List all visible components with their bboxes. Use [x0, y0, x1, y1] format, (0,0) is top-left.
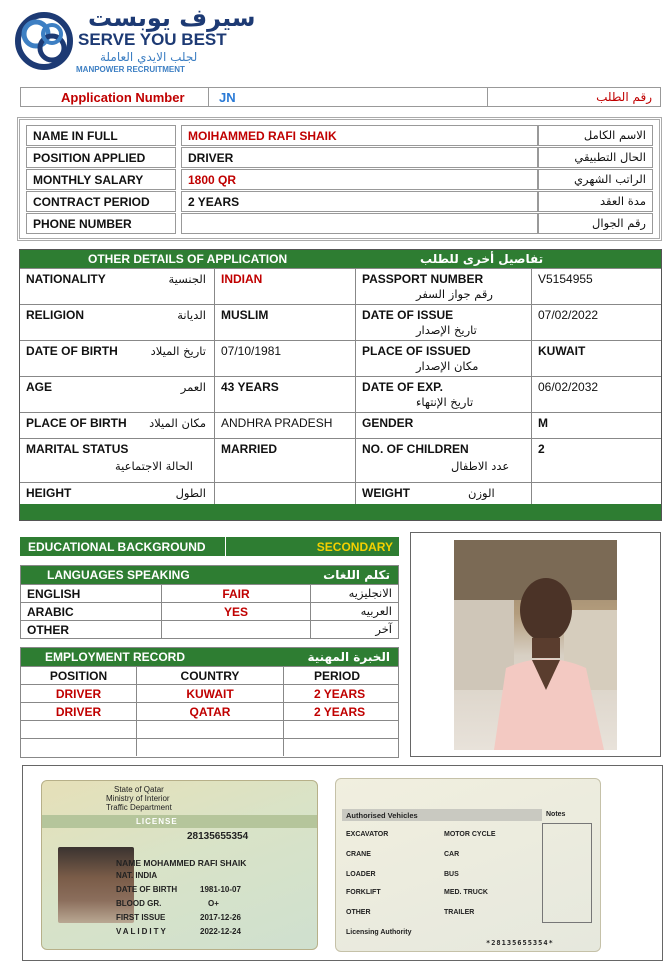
detail-value: ANDHRA PRADESH	[221, 416, 333, 430]
vehicle-type: OTHER	[346, 909, 371, 916]
main-info-label-ar: مدة العقد	[537, 191, 653, 212]
detail-label: MARITAL STATUS	[26, 442, 129, 456]
license-nationality: NAT. INDIA	[116, 871, 158, 880]
application-number-label: Application Number	[61, 90, 185, 105]
license-front-card	[41, 780, 318, 950]
main-info-row	[26, 125, 653, 146]
vehicle-type: CAR	[444, 851, 460, 858]
detail-label-ar: رقم جواز السفر	[416, 287, 493, 301]
languages-title: LANGUAGES SPEAKING	[47, 568, 190, 582]
vehicle-type: FORKLIFT	[346, 889, 381, 896]
detail-label: RELIGION	[26, 308, 85, 322]
detail-value: 06/02/2032	[538, 380, 599, 394]
detail-row	[20, 376, 661, 412]
detail-label: NATIONALITY	[26, 272, 106, 286]
employment-country	[136, 721, 284, 738]
license-dob: 1981-10-07	[200, 885, 241, 894]
language-name-ar: الانجليزيه	[348, 586, 392, 600]
employment-title-ar: الخبرة المهنية	[307, 650, 390, 664]
languages-header	[21, 566, 398, 584]
main-info-row	[26, 213, 653, 234]
languages-table	[20, 565, 399, 639]
license-dob-label: DATE OF BIRTH	[116, 885, 178, 894]
license-back-card	[335, 778, 601, 952]
employment-period	[284, 739, 398, 756]
main-info-label: PHONE NUMBER	[26, 213, 176, 234]
detail-label-ar: تاريخ الإصدار	[416, 323, 477, 337]
vehicle-type: EXCAVATOR	[346, 831, 389, 838]
detail-label-ar: عدد الاطفال	[451, 459, 510, 473]
main-info-label-ar: رقم الجوال	[537, 213, 653, 234]
other-details-header	[20, 250, 661, 268]
license-banner: LICENSE	[136, 817, 178, 826]
main-info-row	[26, 169, 653, 190]
application-number-row	[20, 87, 661, 107]
detail-value: 2	[538, 442, 545, 456]
employment-position	[21, 739, 136, 756]
other-details-table	[19, 249, 662, 521]
employment-position	[21, 721, 136, 738]
detail-row	[20, 340, 661, 376]
application-number-value: JN	[208, 88, 488, 106]
language-level: YES	[161, 603, 311, 620]
employment-row	[21, 738, 398, 756]
vehicle-type: BUS	[444, 871, 459, 878]
employment-country: QATAR	[136, 703, 284, 720]
detail-value: 43 YEARS	[221, 380, 279, 394]
language-name-ar: العربيه	[360, 604, 392, 618]
vehicle-type: LOADER	[346, 871, 376, 878]
other-details-footer-bar	[20, 504, 661, 520]
main-info-value: MOIHAMMED RAFI SHAIK	[181, 125, 539, 146]
main-info-value: 1800 QR	[181, 169, 539, 190]
detail-label-ar: تاريخ الإنتهاء	[416, 395, 474, 409]
detail-label-ar: الطول	[175, 486, 206, 500]
main-info-label-ar: الحال التطبيقي	[537, 147, 653, 168]
applicant-photo-drawing	[454, 540, 617, 750]
detail-row	[20, 268, 661, 304]
main-info-value: DRIVER	[181, 147, 539, 168]
vehicle-type: CRANE	[346, 851, 371, 858]
employment-row	[21, 702, 398, 720]
detail-row	[20, 482, 661, 504]
language-row	[21, 620, 398, 638]
detail-label-ar: مكان الميلاد	[149, 416, 206, 430]
detail-label: NO. OF CHILDREN	[362, 442, 469, 456]
detail-label-ar: مكان الإصدار	[416, 359, 479, 373]
logo-english-subtitle: MANPOWER RECRUITMENT	[76, 65, 185, 74]
detail-row	[20, 304, 661, 340]
education-row	[20, 537, 399, 556]
main-info-table	[17, 117, 662, 241]
employment-row	[21, 684, 398, 702]
license-banner-bar	[42, 815, 318, 828]
other-details-title-ar: تفاصيل أخرى للطلب	[420, 252, 544, 266]
language-level: FAIR	[161, 585, 311, 602]
employment-position: DRIVER	[55, 687, 102, 701]
employment-period: 2 YEARS	[314, 687, 366, 701]
license-first-issue-label: FIRST ISSUE	[116, 913, 166, 922]
employment-row	[21, 720, 398, 738]
detail-value: 07/10/1981	[221, 344, 282, 358]
detail-label-ar: الجنسية	[168, 272, 206, 286]
licensing-authority: Licensing Authority	[346, 929, 412, 936]
column-header-period: PERIOD	[314, 669, 361, 683]
license-validity: 2022-12-24	[200, 927, 241, 936]
detail-label-ar: الحالة الاجتماعية	[115, 459, 193, 473]
detail-value: V5154955	[538, 272, 593, 286]
detail-label: PLACE OF ISSUED	[362, 344, 471, 358]
main-info-label: CONTRACT PERIOD	[26, 191, 176, 212]
detail-label: AGE	[26, 380, 53, 394]
license-validity-label: VALIDITY	[116, 927, 168, 936]
education-value: SECONDARY	[225, 537, 399, 556]
license-back-heading: Authorised Vehicles	[346, 811, 418, 820]
detail-value: M	[538, 416, 548, 430]
employment-position: DRIVER	[55, 705, 102, 719]
employment-period: 2 YEARS	[314, 705, 366, 719]
detail-row	[20, 412, 661, 438]
main-info-value	[181, 213, 539, 234]
employment-country	[136, 739, 284, 756]
detail-label: DATE OF ISSUE	[362, 308, 454, 322]
employment-title: EMPLOYMENT RECORD	[45, 650, 186, 664]
language-name: ENGLISH	[27, 587, 81, 601]
detail-value: MARRIED	[221, 442, 277, 456]
license-number: 28135655354	[187, 831, 249, 842]
company-logo-icon	[14, 10, 74, 72]
detail-label: DATE OF EXP.	[362, 380, 443, 394]
detail-value: MUSLIM	[221, 308, 269, 322]
language-name: OTHER	[27, 623, 69, 637]
logo-arabic-text: سيرف يوبست	[88, 4, 256, 32]
employment-column-headers	[21, 666, 398, 684]
detail-label-ar: تاريخ الميلاد	[150, 344, 206, 358]
license-department: Traffic Department	[106, 803, 172, 812]
detail-value: 07/02/2022	[538, 308, 599, 322]
main-info-label: POSITION APPLIED	[26, 147, 176, 168]
vehicle-type: TRAILER	[444, 909, 475, 916]
detail-label: PASSPORT NUMBER	[362, 272, 484, 286]
license-blood-label: BLOOD GR.	[116, 899, 162, 908]
main-info-label: NAME IN FULL	[26, 125, 176, 146]
logo-english-text: SERVE YOU BEST	[78, 30, 227, 49]
language-row	[21, 602, 398, 620]
language-level	[161, 621, 311, 638]
column-header-country: COUNTRY	[136, 667, 284, 684]
detail-label: PLACE OF BIRTH	[26, 416, 127, 430]
main-info-label-ar: الاسم الكامل	[537, 125, 653, 146]
education-label: EDUCATIONAL BACKGROUND	[28, 540, 206, 554]
language-name-ar: آخر	[375, 622, 392, 636]
language-row	[21, 584, 398, 602]
license-name: NAME MOHAMMED RAFI SHAIK	[116, 858, 247, 868]
detail-label: WEIGHT	[362, 486, 410, 500]
employment-country: KUWAIT	[136, 685, 284, 702]
applicant-photo-frame	[410, 532, 661, 757]
detail-label-ar: الوزن	[468, 486, 495, 500]
employment-header	[21, 648, 398, 666]
detail-row	[20, 438, 661, 482]
detail-label-ar: العمر	[180, 380, 206, 394]
employment-table	[20, 647, 399, 758]
column-header-position: POSITION	[49, 669, 108, 683]
main-info-row	[26, 191, 653, 212]
vehicle-type: MOTOR CYCLE	[444, 831, 496, 838]
languages-title-ar: تكلم اللغات	[323, 568, 390, 582]
other-details-title: OTHER DETAILS OF APPLICATION	[88, 252, 288, 266]
logo-arabic-subtitle: لجلب الايدي العاملة	[100, 50, 198, 64]
detail-value: KUWAIT	[538, 344, 586, 358]
license-ministry: Ministry of Interior	[106, 794, 170, 803]
detail-label: DATE OF BIRTH	[26, 344, 118, 358]
detail-label: GENDER	[362, 416, 414, 430]
license-blood: O+	[208, 899, 219, 908]
driving-license-section	[22, 765, 663, 961]
main-info-value: 2 YEARS	[181, 191, 539, 212]
license-barcode: *28135655354*	[486, 939, 554, 947]
main-info-label-ar: الراتب الشهري	[537, 169, 653, 190]
license-back-notes: Notes	[546, 811, 566, 818]
detail-label: HEIGHT	[26, 486, 72, 500]
employment-period	[284, 721, 398, 738]
main-info-row	[26, 147, 653, 168]
application-number-label-ar: رقم الطلب	[596, 90, 652, 104]
language-name: ARABIC	[27, 605, 74, 619]
license-country: State of Qatar	[114, 785, 164, 794]
vehicle-type: MED. TRUCK	[444, 889, 488, 896]
detail-label-ar: الديانة	[177, 308, 206, 322]
main-info-label: MONTHLY SALARY	[26, 169, 176, 190]
license-notes-box	[542, 823, 592, 923]
license-first-issue: 2017-12-26	[200, 913, 241, 922]
detail-value: INDIAN	[221, 272, 263, 286]
applicant-photo	[454, 540, 617, 750]
